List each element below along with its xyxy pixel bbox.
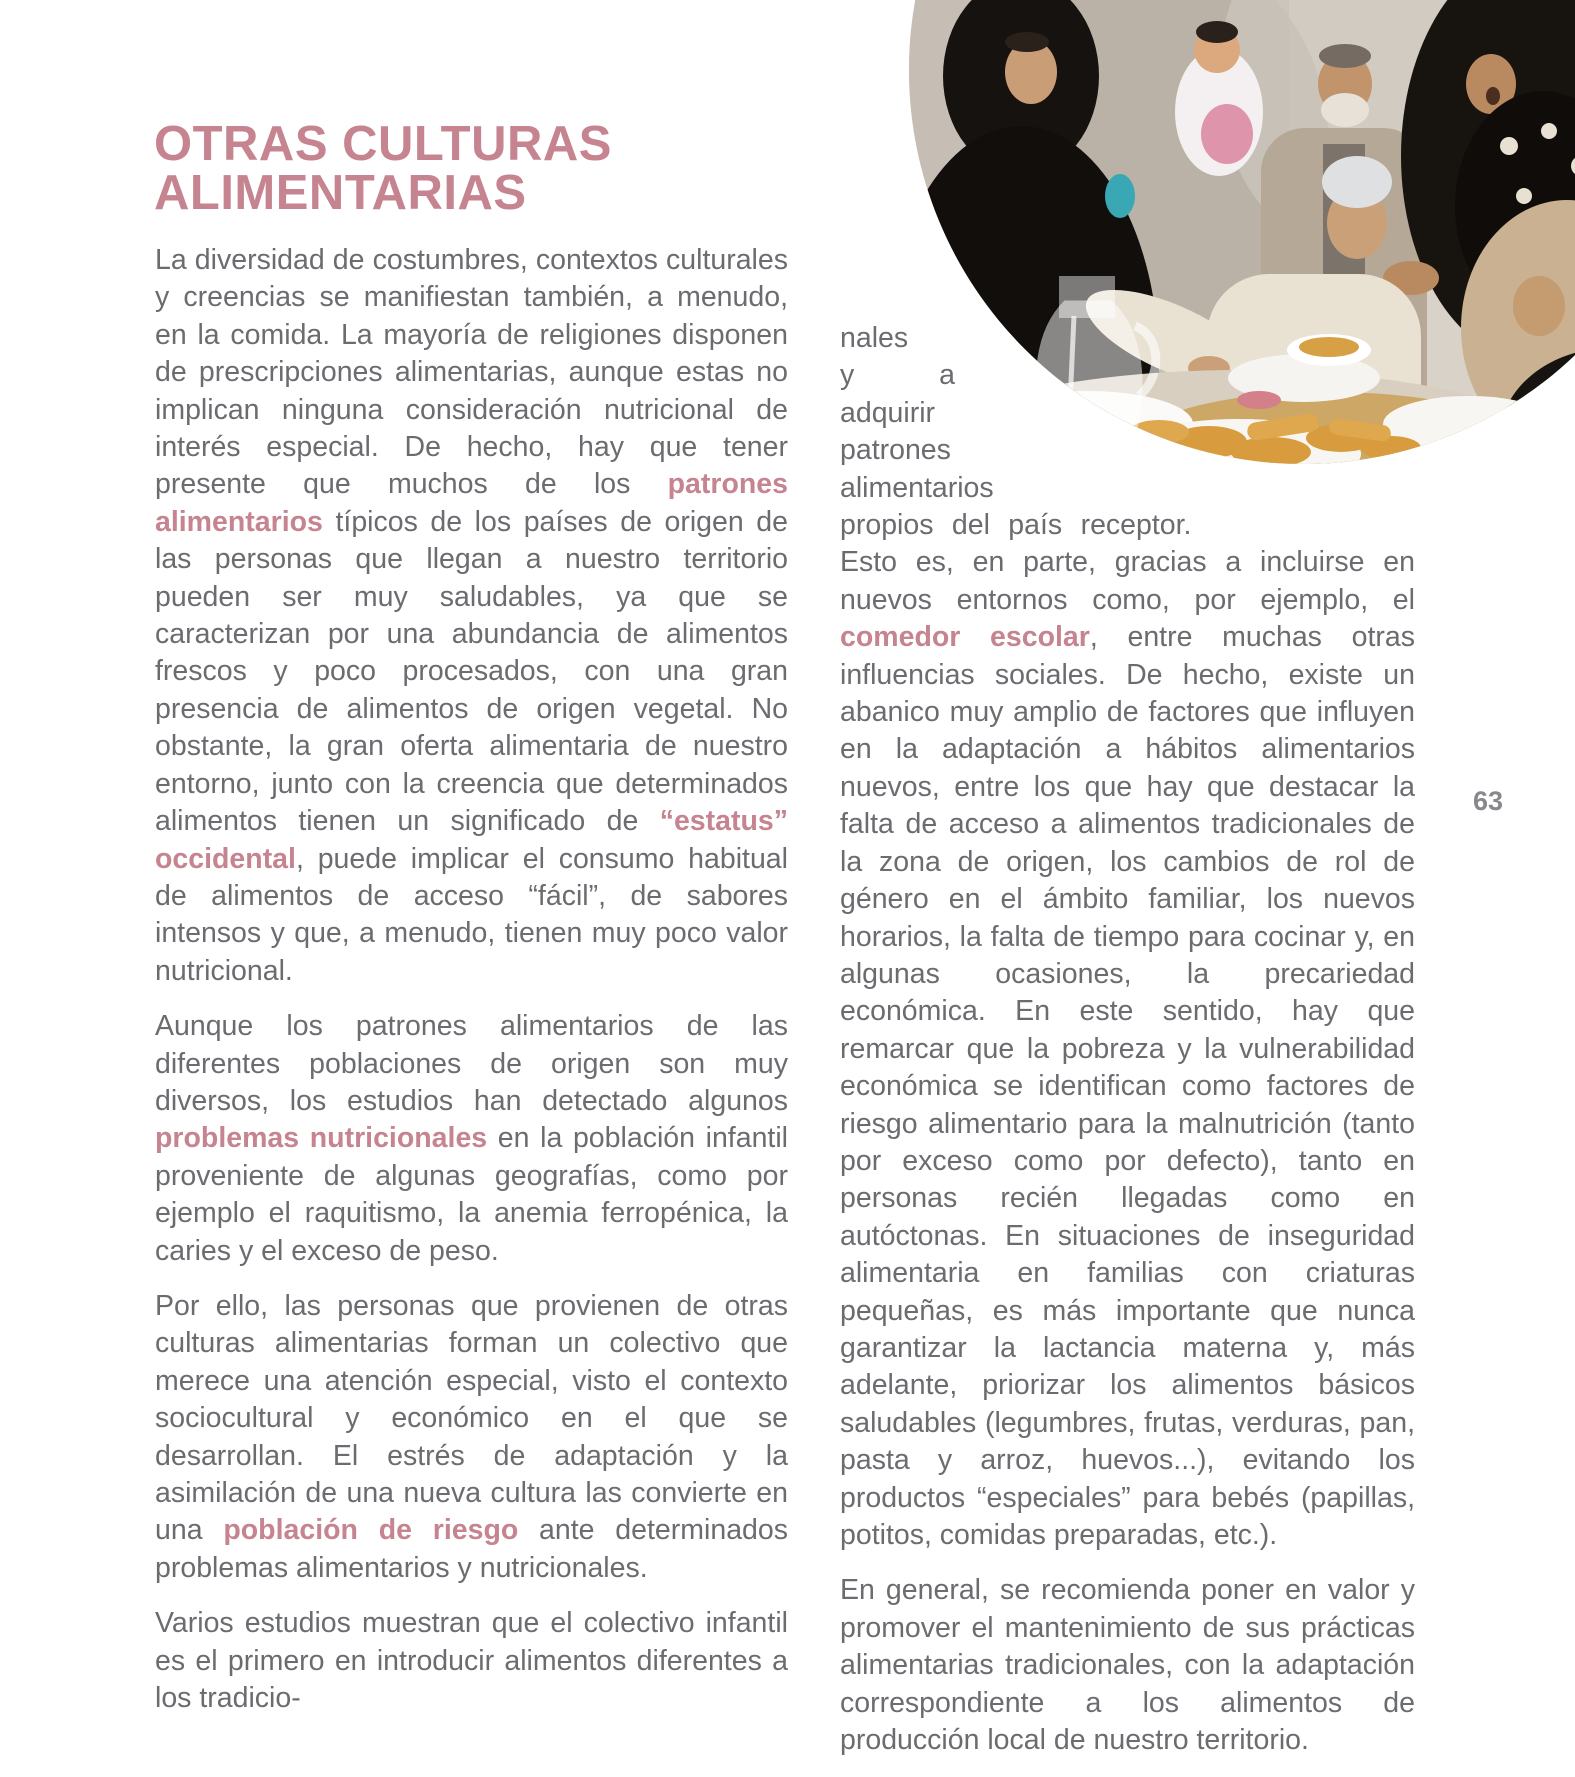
right-text-column xyxy=(840,320,1415,1777)
text-run: , entre muchas otras influencias sociales. De hecho, existe un abanico muy amplio de factores que influyen en la adaptación a hábitos alimentarios nuevos, entre los que hay que destacar la falta de acceso a alimentos tradicionales de la zona de origen, los cambios de rol de género en el ámbito familiar, los nuevos horarios, la falta de tiempo para cocinar y, en algunas ocasiones, la precariedad económica. En este sentido, hay que remarcar que la pobreza y la vulnerabilidad económica se identifican como factores de riesgo alimentario para la malnutrición (tanto por exceso como por defecto), tanto en personas recién llegadas como en autóctonas. En situaciones de inseguridad alimentaria en familias con criaturas pequeñas, es más importante que nunca garantizar la lactancia materna y, más adelante, priorizar los alimentos básicos saludables (legumbres, frutas, verduras, pan, pasta y arroz, huevos...), evitando los productos “especiales” para bebés (papillas, potitos, comidas preparadas, etc.). xyxy=(840,621,1415,1551)
paragraph xyxy=(155,242,788,990)
highlight-term: comedor escolar xyxy=(840,621,1090,654)
page-number: 63 xyxy=(1472,786,1504,816)
highlight-term: patrones alimentarios xyxy=(155,468,788,538)
page-title-line1: OTRAS CULTURAS xyxy=(154,117,612,171)
text-run: Por ello, las personas que provienen de otras culturas alimentarias forman un colectivo que merece una atención especial, visto el contexto sociocultural y económico en el que se desarrollan. El estrés de adaptación y la asimilación de una nueva cultura las convierte en una xyxy=(155,1289,788,1547)
text-run: La diversidad de costumbres, contextos culturales y creencias se manifiestan también, a menudo, en la comida. La mayoría de religiones disponen de prescripciones alimentarias, aunque estas no implican ninguna consideración nutricional de interés especial. De hecho, hay que tener presente que muchos de los xyxy=(155,244,788,501)
text-run: Aunque los patrones alimentarios de las diferentes poblaciones de origen son muy diversos, los estudios han detectado algunos xyxy=(155,1010,788,1117)
highlight-term: “estatus” occidental xyxy=(155,805,788,875)
paragraph xyxy=(155,1605,788,1717)
paragraph xyxy=(155,1288,788,1587)
paragraph xyxy=(155,1008,788,1270)
text-run: En general, se recomienda poner en valor y promover el mantenimiento de sus prácticas alimentarias tradicionales, con la adaptación correspondiente a los alimentos de producción local de nuestro territorio. xyxy=(840,1574,1415,1757)
paragraph xyxy=(840,1572,1415,1759)
text-run: en la población infantil proveniente de algunas geografías, como por ejemplo el raquitismo, la anemia ferropénica, la caries y el exceso de peso. xyxy=(155,1122,788,1267)
text-run: , puede implicar el consumo habitual de alimentos de acceso “fácil”, de sabores intensos y que, a menudo, tienen muy poco valor nutricional. xyxy=(155,842,788,987)
text-run: Varios estudios muestran que el colectivo infantil es el primero en introducir alimentos diferentes a los tradicio- xyxy=(155,1607,788,1715)
page-title-line2: ALIMENTARIAS xyxy=(154,166,527,220)
page-title xyxy=(154,117,612,220)
highlight-term: población de riesgo xyxy=(223,1514,519,1547)
text-run: típicos de los países de origen de las personas que llegan a nuestro territorio pueden ser muy saludables, ya que se caracterizan por una abundancia de alimentos frescos y poco procesados, con una gran presencia de alimentos de origen vegetal. No obstante, la gran oferta alimentaria de nuestro entorno, junto con la creencia que determinados alimentos tienen un significado de xyxy=(155,505,788,838)
highlight-term: problemas nutricionales xyxy=(155,1122,488,1155)
text-run: nales y a adquirir patrones alimentarios propios del país receptor. Esto es, en parte, gracias a incluirse en nuevos entornos como, por ejemplo, el xyxy=(840,322,1415,616)
left-text-column xyxy=(155,242,788,1735)
text-run: ante determinados problemas alimentarios y nutricionales. xyxy=(155,1514,788,1584)
